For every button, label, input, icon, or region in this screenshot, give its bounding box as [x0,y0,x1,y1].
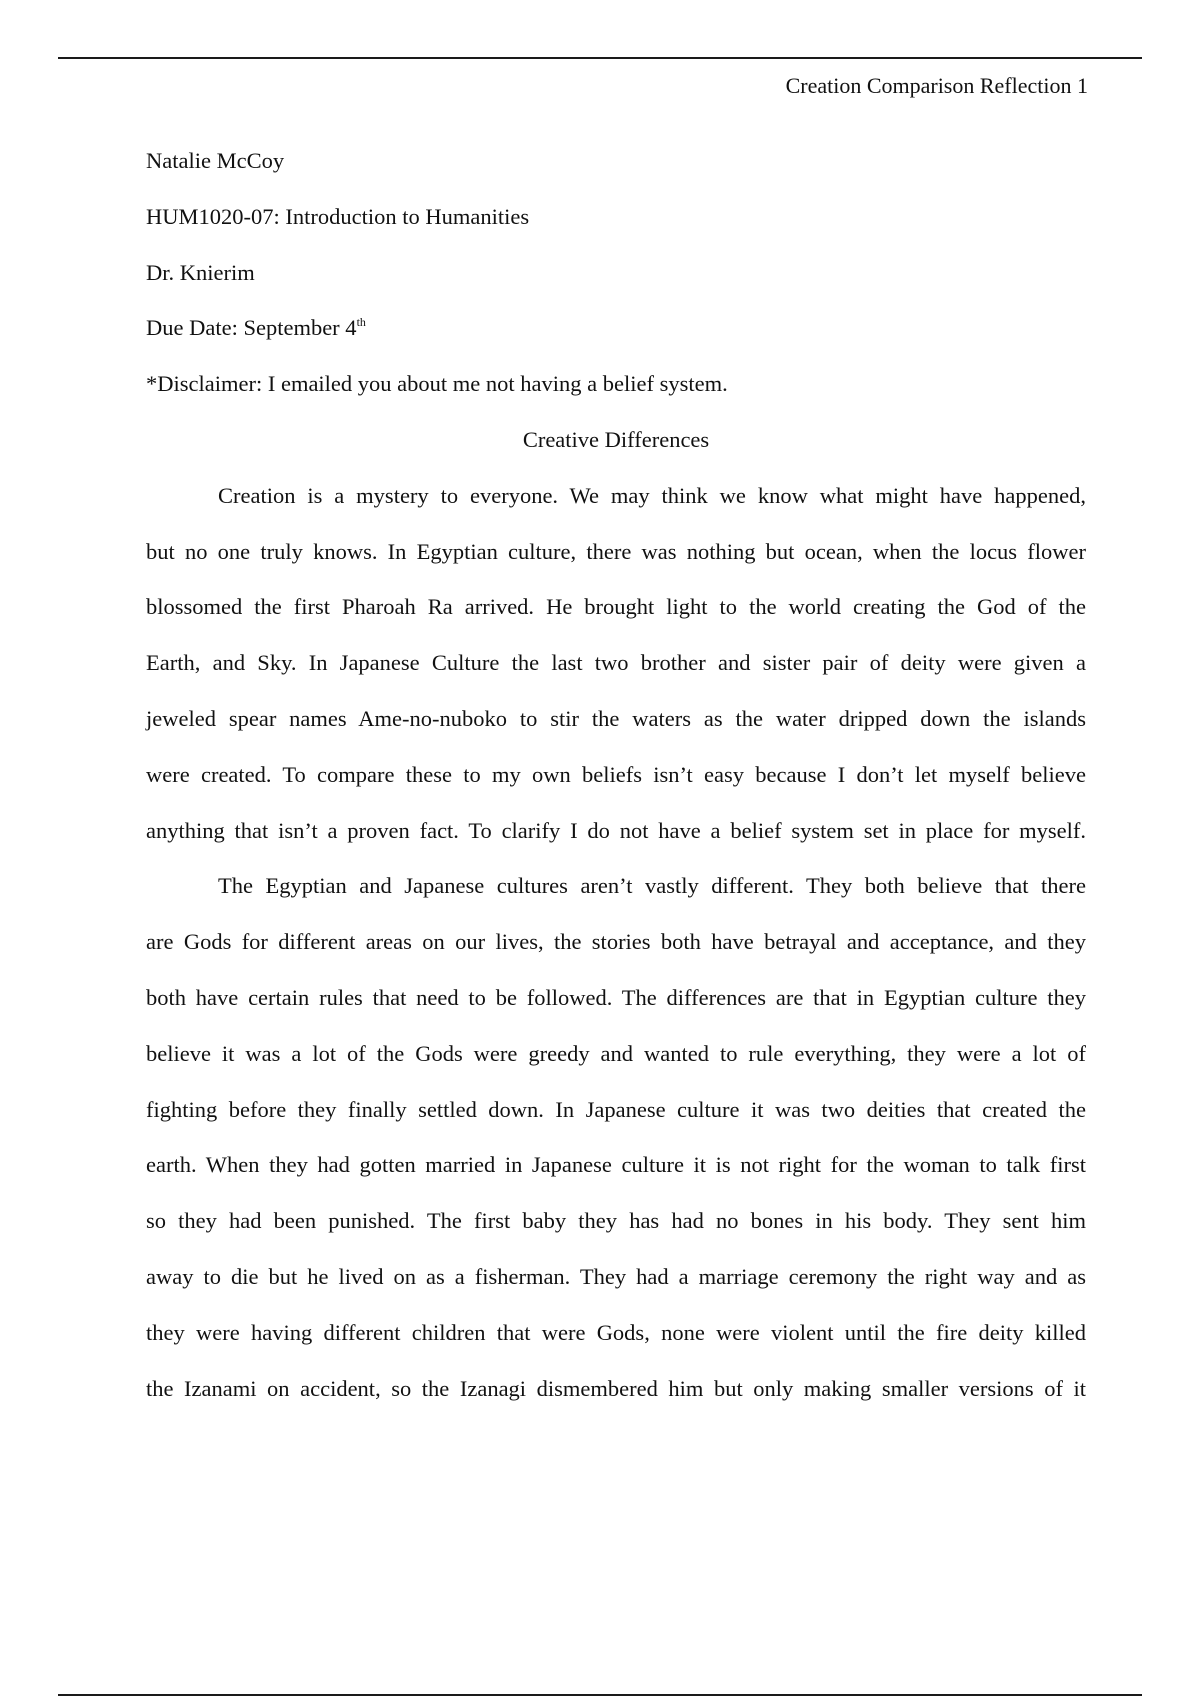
running-head: Creation Comparison Reflection 1 [785,73,1088,98]
course-name: HUM1020-07: Introduction to Humanities [146,203,530,229]
paragraph-line: believe it was a lot of the Gods were greedy and wanted to rule everything, they were a lot of [146,1040,1086,1066]
paragraph-line: The Egyptian and Japanese cultures aren’t vastly different. They both believe that there [218,873,1086,899]
paragraph-line: Creation is a mystery to everyone. We may think we know what might have happened, [218,482,1086,508]
paragraph-line: anything that isn’t a proven fact. To clarify I do not have a belief system set in place for myself. [146,817,1086,843]
document-body [146,147,1086,1430]
paragraph-2 [146,872,1086,1430]
paragraph-line: the Izanami on accident, so the Izanagi dismembered him but only making smaller versions of it [146,1375,1086,1401]
essay-title: Creative Differences [522,426,710,452]
paragraph-1 [146,482,1086,873]
paragraph-line: were created. To compare these to my own beliefs isn’t easy because I don’t let myself believe [146,761,1086,787]
paragraph-line: but no one truly knows. In Egyptian culture, there was nothing but ocean, when the locus flower [146,538,1086,564]
paragraph-line: jeweled spear names Ame-no-nuboko to stir the waters as the water dripped down the islands [146,705,1086,731]
instructor-name: Dr. Knierim [146,259,255,285]
due-date-text: Due Date: September 4 [146,315,357,341]
due-date-ordinal: th [356,315,366,330]
top-rule [58,57,1142,59]
paragraph-line: so they had been punished. The first baby they has had no bones in his body. They sent him [146,1208,1086,1234]
paragraph-line: Earth, and Sky. In Japanese Culture the last two brother and sister pair of deity were given a [146,650,1086,676]
disclaimer: *Disclaimer: I emailed you about me not having a belief system. [146,371,728,397]
due-date [146,314,1086,370]
paragraph-line: fighting before they finally settled down. In Japanese culture it was two deities that created the [146,1096,1086,1122]
paragraph-line: earth. When they had gotten married in Japanese culture it is not right for the woman to talk first [146,1152,1086,1178]
author-name: Natalie McCoy [146,148,285,173]
paragraph-line: away to die but he lived on as a fisherman. They had a marriage ceremony the right way and as [146,1263,1086,1289]
paragraph-line: blossomed the first Pharoah Ra arrived. He brought light to the world creating the God of the [146,594,1086,620]
paragraph-line: both have certain rules that need to be followed. The differences are that in Egyptian culture they [146,984,1086,1010]
paragraph-line: they were having different children that were Gods, none were violent until the fire deity killed [146,1319,1086,1345]
paragraph-line: are Gods for different areas on our lives, the stories both have betrayal and acceptance, and they [146,929,1086,955]
bottom-rule [58,1694,1142,1696]
